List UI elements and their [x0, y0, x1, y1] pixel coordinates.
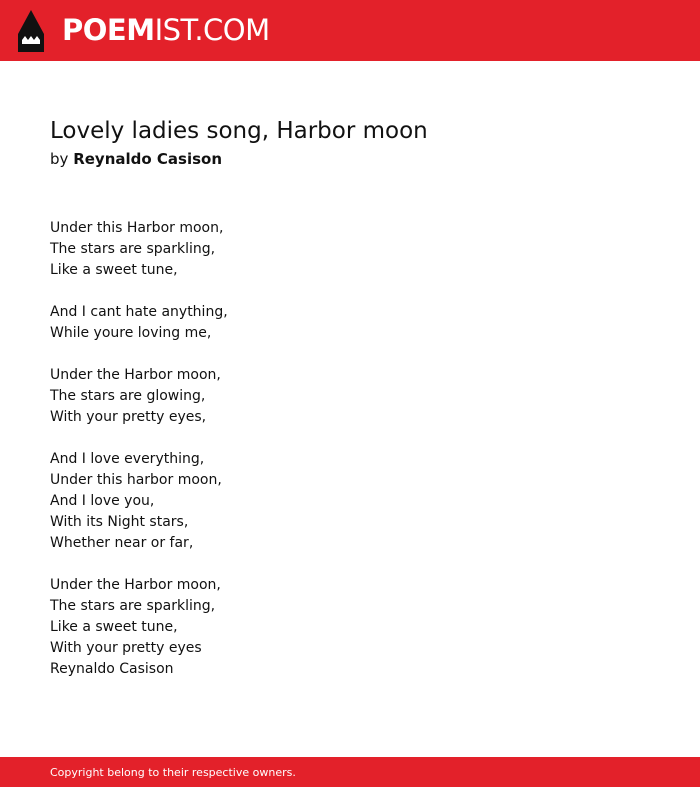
poem-author: Reynaldo Casison: [73, 150, 223, 168]
poem-line: With its Night stars,: [50, 514, 189, 530]
poem-line: Under the Harbor moon,: [50, 577, 221, 593]
poem-line: Under this harbor moon,: [50, 472, 222, 488]
stanza: [50, 575, 228, 680]
stanza: [50, 302, 228, 344]
poem-line: With your pretty eyes,: [50, 409, 207, 425]
poem-line: Whether near or far,: [50, 535, 194, 551]
stanza: [50, 449, 228, 554]
poem-title: Lovely ladies song, Harbor moon: [50, 118, 428, 144]
poem-line: Like a sweet tune,: [50, 619, 178, 635]
logo-light-text: IST.COM: [154, 13, 270, 47]
poem-line: The stars are sparkling,: [50, 598, 216, 614]
stanza: [50, 218, 228, 281]
stanza: [50, 365, 228, 428]
poem-line: And I love you,: [50, 493, 155, 509]
logo-bold-text: POEM: [62, 13, 155, 47]
site-footer: [0, 757, 700, 787]
poem-line: And I cant hate anything,: [50, 304, 228, 320]
poem-line: Like a sweet tune,: [50, 262, 178, 278]
site-logo[interactable]: [62, 12, 270, 48]
poem-line: Under the Harbor moon,: [50, 367, 221, 383]
copyright-text: Copyright belong to their respective owners.: [50, 766, 296, 779]
pencil-tip-icon[interactable]: [18, 10, 44, 52]
poem-line: And I love everything,: [50, 451, 205, 467]
poem-line: With your pretty eyes: [50, 640, 202, 656]
poem-line: While youre loving me,: [50, 325, 212, 341]
poem-line: Under this Harbor moon,: [50, 220, 224, 236]
poem-line: The stars are sparkling,: [50, 241, 216, 257]
poem-line: The stars are glowing,: [50, 388, 206, 404]
site-header: [0, 0, 700, 61]
by-label: by: [50, 150, 69, 168]
poem-byline: [50, 148, 222, 170]
poem-line: Reynaldo Casison: [50, 661, 174, 677]
poem-body: [50, 218, 228, 680]
